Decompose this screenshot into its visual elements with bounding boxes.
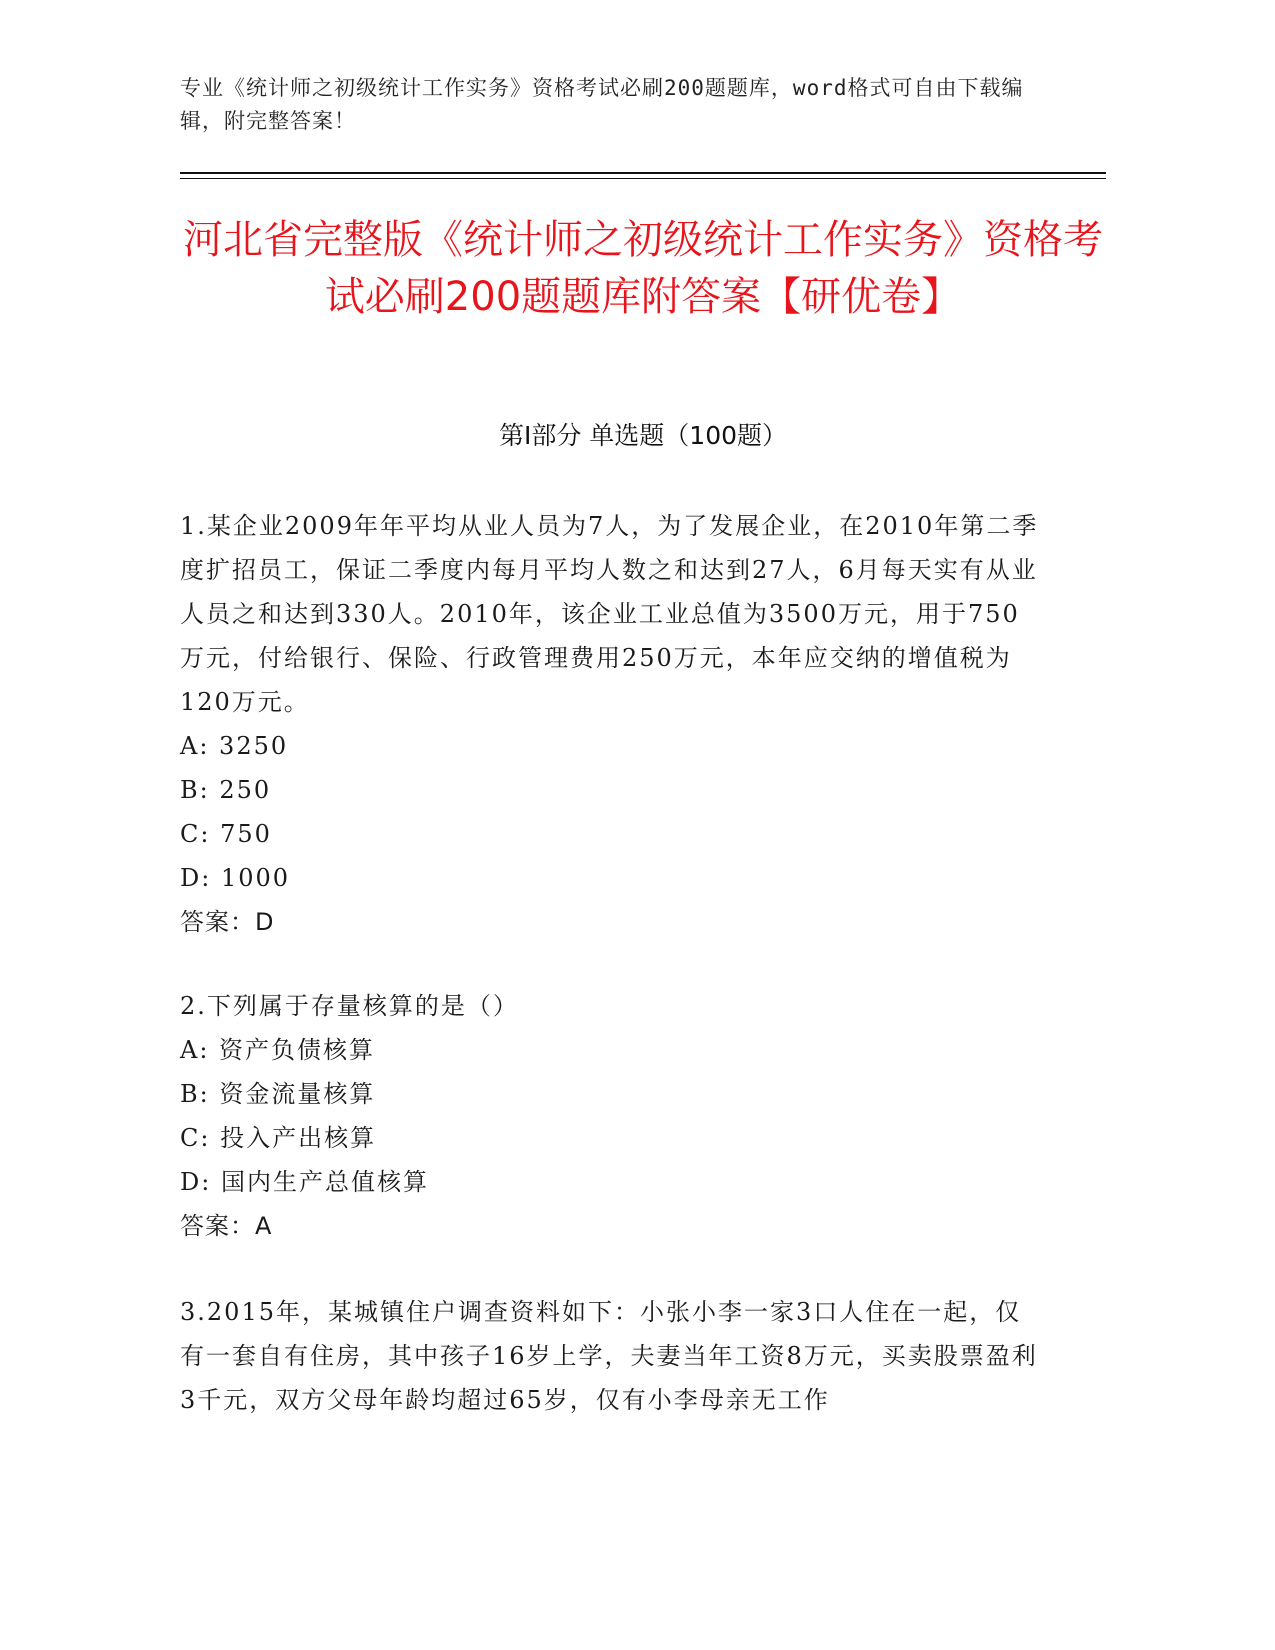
header-note: 专业《统计师之初级统计工作实务》资格考试必刷200题题库，word格式可自由下载编辑，附完整答案！ <box>180 76 1024 133</box>
option-d: D: 1000 <box>180 864 291 892</box>
header-divider-thin <box>180 178 1106 179</box>
answer-line: 答案：D <box>180 908 275 936</box>
option-b: B: 资金流量核算 <box>180 1080 376 1108</box>
option-c: C: 750 <box>180 820 272 848</box>
question-item <box>180 984 1040 1248</box>
question-item <box>180 1290 1040 1422</box>
option-b: B: 250 <box>180 776 272 804</box>
question-text: 1.某企业2009年年平均从业人员为7人，为了发展企业，在2010年第二季度扩招员工，保证二季度内每月平均人数之和达到27人，6月每天实有从业人员之和达到330人。2010年，该企业工业总值为3500万元，用于750万元，付给银行、保险、行政管理费用250万元，本年应交纳的增值税为120万元。 <box>180 512 1039 716</box>
option-a: A: 资产负债核算 <box>180 1036 376 1064</box>
header-divider-thick <box>180 172 1106 174</box>
answer-line: 答案：A <box>180 1212 273 1240</box>
question-text: 2.下列属于存量核算的是（） <box>180 992 519 1020</box>
option-d: D: 国内生产总值核算 <box>180 1168 429 1196</box>
question-item <box>180 504 1040 944</box>
section-heading: 第Ⅰ部分 单选题（100题） <box>498 421 788 450</box>
option-c: C: 投入产出核算 <box>180 1124 377 1152</box>
question-text: 3.2015年，某城镇住户调查资料如下：小张小李一家3口人住在一起，仅有一套自有住房，其中孩子16岁上学，夫妻当年工资8万元，买卖股票盈利3千元，双方父母年龄均超过65岁，仅有小李母亲无工作 <box>180 1298 1038 1414</box>
document-title: 河北省完整版《统计师之初级统计工作实务》资格考试必刷200题题库附答案【研优卷】 <box>183 217 1103 320</box>
option-a: A: 3250 <box>180 732 289 760</box>
